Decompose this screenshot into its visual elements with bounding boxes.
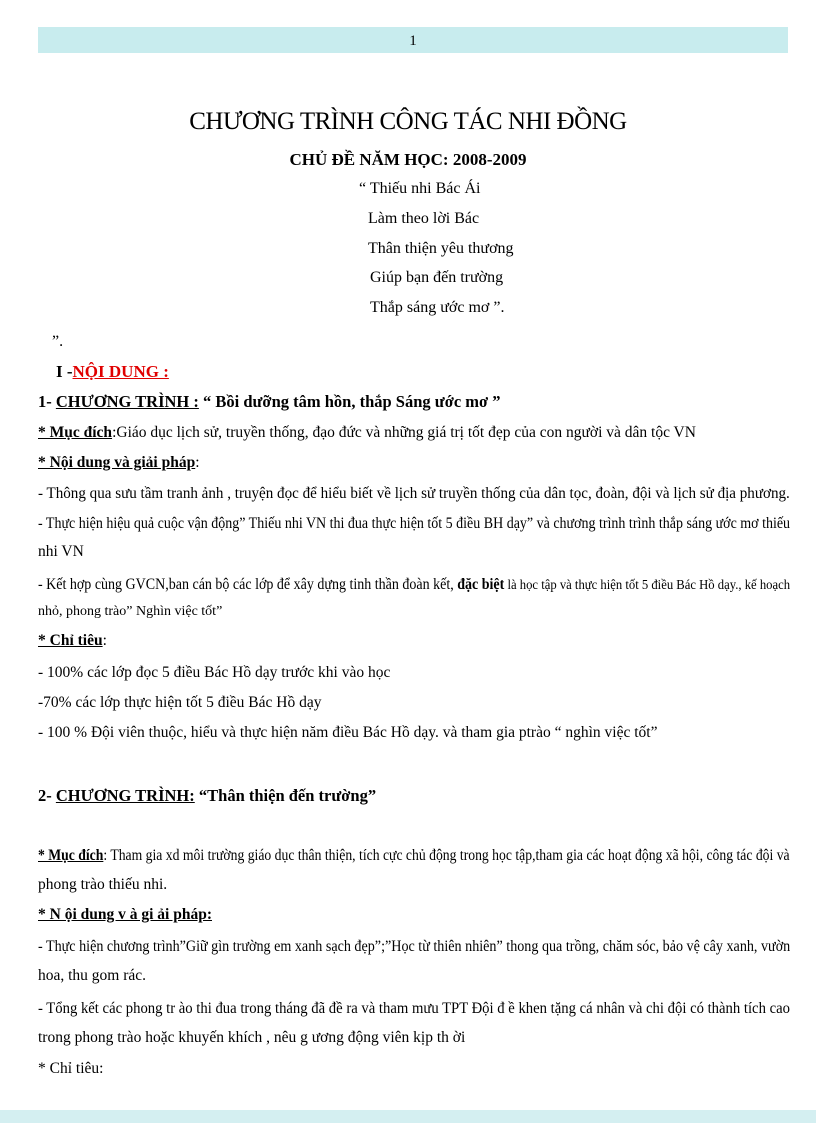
program1-number: 1- xyxy=(38,392,56,411)
program1-content-heading xyxy=(38,454,788,472)
program1-label: CHƯƠNG TRÌNH : xyxy=(55,392,199,411)
program2-purpose-text: : Tham gia xd môi trường giáo dục thân thiện, tích cực chủ động trong học tập,tham gia các hoạt động xã hội, công tác đội và xyxy=(103,847,790,864)
program2-heading xyxy=(38,786,788,806)
program2-bullet-2-cont: trong phong trào hoặc khuyến khích , nêu g ương động viên kịp th ời xyxy=(38,1029,466,1046)
program1-target-2: -70% các lớp thực hiện tốt 5 điều Bác Hồ dạy xyxy=(38,694,322,711)
poem-line-4: Giúp bạn đến trường xyxy=(370,269,504,286)
program2-number: 2- xyxy=(38,786,56,805)
document-title: CHƯƠNG TRÌNH CÔNG TÁC NHI ĐỒNG xyxy=(189,108,627,135)
program1-bullet-1: - Thông qua sưu tầm tranh ảnh , truyện đọc để hiểu biết về lịch sử truyền thống của dân tọc, đoàn, đội và lịch sử địa phương. xyxy=(38,485,790,502)
program2-bullet-1: - Thực hiện chương trình”Giữ gìn trường em xanh sạch đẹp”;”Học từ thiên nhiên” thong qua trồng, chăm sóc, bảo vệ cây xanh, vườn xyxy=(38,938,791,955)
stray-quote-mark: ”. xyxy=(52,333,64,350)
section-title: NỘI DUNG : xyxy=(72,362,169,381)
program2-content-heading: * N ội dung v à gi ải pháp: xyxy=(38,906,212,923)
program1-purpose xyxy=(38,424,788,442)
program1-purpose-label: * Mục đích xyxy=(38,424,113,441)
poem-line-1: “ Thiếu nhi Bác Ái xyxy=(359,180,481,197)
program1-bullet-3-emphasis: đặc biệt xyxy=(457,576,505,593)
program2-name: “Thân thiện đến trường” xyxy=(194,786,377,805)
program2-purpose xyxy=(38,847,790,865)
program1-purpose-text: :Giáo dục lịch sử, truyền thống, đạo đức và những giá trị tốt đẹp của con người và dân tộc VN xyxy=(112,424,696,441)
program2-purpose-cont: phong trào thiếu nhi. xyxy=(38,876,168,893)
program1-heading xyxy=(38,392,788,412)
page-header-band xyxy=(38,27,788,53)
poem-line-3: Thân thiện yêu thương xyxy=(368,240,514,257)
poem-line-2: Làm theo lời Bác xyxy=(368,210,480,227)
program2-bullet-1-cont: hoa, thu gom rác. xyxy=(38,967,147,984)
document-subtitle: CHỦ ĐỀ NĂM HỌC: 2008-2009 xyxy=(289,150,527,169)
program1-target-1: - 100% các lớp đọc 5 điều Bác Hồ dạy trước khi vào học xyxy=(38,664,391,681)
section-prefix: I - xyxy=(56,362,73,381)
program1-bullet-3 xyxy=(38,576,791,594)
program1-bullet-3-text: - Kết hợp cùng GVCN,ban cán bộ các lớp để xây dựng tinh thần đoàn kết, xyxy=(38,576,458,593)
program1-bullet-3-small: là học tập và thực hiện tốt 5 điều Bác Hồ dạy., kế hoạch xyxy=(504,578,791,593)
program1-content-colon: : xyxy=(195,454,200,471)
program1-bullet-2: - Thực hiện hiệu quả cuộc vận động” Thiếu nhi VN thi đua thực hiện tốt 5 điều BH dạy” và chương trình trình thắp sáng ước mơ thiếu xyxy=(38,515,791,532)
program1-target-3: - 100 % Đội viên thuộc, hiểu và thực hiện năm điều Bác Hồ dạy. và tham gia ptrào “ nghìn việc tốt” xyxy=(38,724,658,741)
program1-bullet-2-cont: nhi VN xyxy=(38,543,84,560)
program1-target-label: * Chỉ tiêu xyxy=(38,632,103,649)
program1-name: “ Bồi dưỡng tâm hồn, thắp Sáng ước mơ ” xyxy=(198,392,501,411)
program1-target-heading xyxy=(38,632,788,650)
program1-target-colon: : xyxy=(102,632,107,649)
page-footer-band xyxy=(0,1110,816,1123)
section-heading xyxy=(56,362,788,382)
program2-target-heading: * Chỉ tiêu: xyxy=(38,1060,104,1077)
program1-bullet-3-cont: nhỏ, phong trào” Nghìn việc tốt” xyxy=(38,604,223,619)
program2-bullet-2: - Tổng kết các phong tr ào thi đua trong tháng đã đề ra và tham mưu TPT Đội đ ề khen tặng cá nhân và chi đội có thành tích cao xyxy=(38,1000,790,1017)
page-number: 1 xyxy=(409,33,417,49)
program2-label: CHƯƠNG TRÌNH: xyxy=(55,786,195,805)
program2-purpose-label: * Mục đích xyxy=(38,847,104,864)
program1-content-label: * Nội dung và giải pháp xyxy=(38,454,196,471)
poem-line-5: Thắp sáng ước mơ ”. xyxy=(370,299,505,316)
